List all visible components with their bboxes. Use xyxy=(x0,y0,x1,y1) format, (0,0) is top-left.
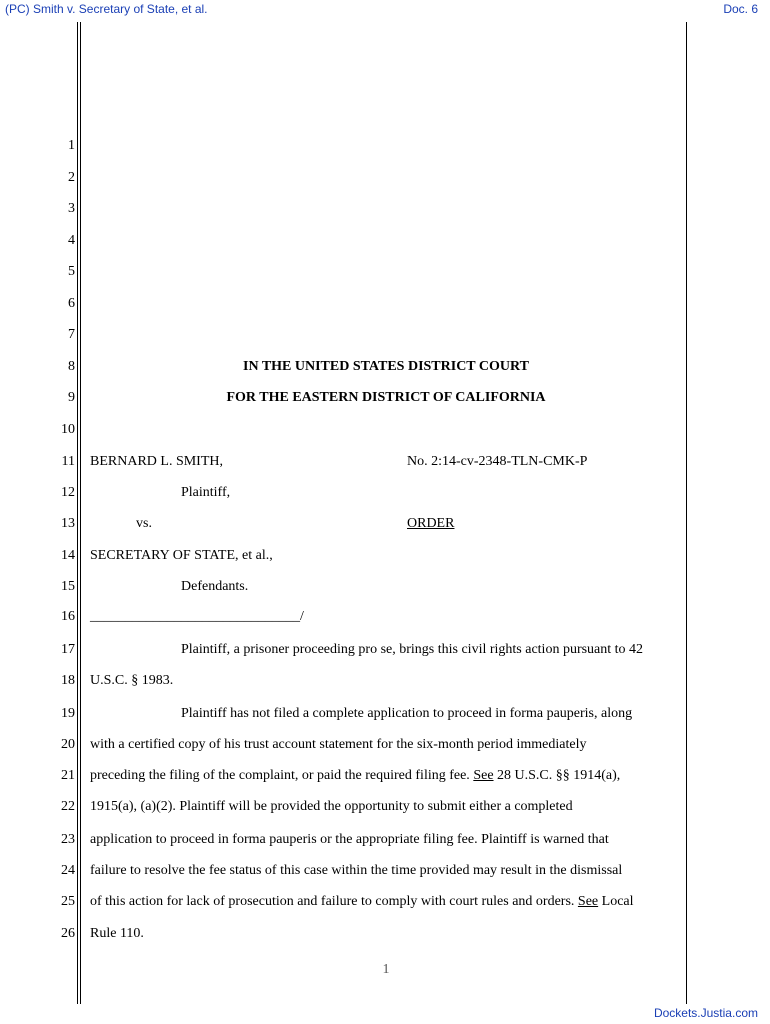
line-number: 26 xyxy=(61,926,75,941)
court-name-line1: IN THE UNITED STATES DISTRICT COURT xyxy=(243,359,529,374)
page-number: 1 xyxy=(382,962,390,977)
line-number: 17 xyxy=(61,642,75,657)
line-number: 16 xyxy=(61,609,75,624)
defendant-role: Defendants. xyxy=(181,579,249,594)
line-number: 1 xyxy=(68,138,75,153)
body-line-24: failure to resolve the fee status of this case within the time provided may result in the dismissal xyxy=(90,863,623,878)
see-citation: See xyxy=(473,768,494,783)
line-number: 24 xyxy=(61,863,75,878)
line-number: 23 xyxy=(61,832,75,847)
line-number: 5 xyxy=(68,264,75,279)
line-number: 9 xyxy=(68,390,75,405)
right-margin-rule xyxy=(686,22,687,1004)
line-number: 10 xyxy=(61,422,75,437)
body-line-22: 1915(a), (a)(2). Plaintiff will be provided the opportunity to submit either a completed xyxy=(90,799,573,814)
line-number: 18 xyxy=(61,673,75,688)
line-number: 6 xyxy=(68,296,75,311)
body-line-23: application to proceed in forma pauperis or the appropriate filing fee. Plaintiff is warned that xyxy=(90,832,609,847)
court-name-line2: FOR THE EASTERN DISTRICT OF CALIFORNIA xyxy=(226,390,546,405)
line-number: 22 xyxy=(61,799,75,814)
body-line-25 xyxy=(90,894,634,910)
line-number: 15 xyxy=(61,579,75,594)
line-number: 8 xyxy=(68,359,75,374)
body-line-17: Plaintiff, a prisoner proceeding pro se, brings this civil rights action pursuant to 42 xyxy=(181,642,644,657)
order-title: ORDER xyxy=(407,516,455,531)
body-line-21-text-b: 28 U.S.C. §§ 1914(a), xyxy=(493,768,621,783)
left-margin-rule-outer xyxy=(77,22,78,1004)
body-line-25-text-a: of this action for lack of prosecution and failure to comply with court rules and orders. xyxy=(90,894,578,909)
line-number: 7 xyxy=(68,327,75,342)
line-number: 11 xyxy=(61,454,75,469)
line-number: 14 xyxy=(61,548,75,563)
body-line-20: with a certified copy of his trust account statement for the six-month period immediately xyxy=(90,737,587,752)
justia-footer-link[interactable]: Dockets.Justia.com xyxy=(653,1006,758,1020)
plaintiff-name: BERNARD L. SMITH, xyxy=(90,454,224,469)
line-number: 3 xyxy=(68,201,75,216)
line-number: 2 xyxy=(68,170,75,185)
see-citation-local: See xyxy=(577,894,599,909)
line-number: 12 xyxy=(61,485,75,500)
body-line-18: U.S.C. § 1983. xyxy=(90,673,174,688)
line-number: 13 xyxy=(61,516,75,531)
case-title-link[interactable]: (PC) Smith v. Secretary of State, et al. xyxy=(5,2,208,16)
body-line-21-text-a: preceding the filing of the complaint, or paid the required filing fee. xyxy=(90,768,474,783)
versus-label: vs. xyxy=(136,516,152,531)
left-margin-rule-inner xyxy=(80,22,81,1004)
line-number: 4 xyxy=(68,233,75,248)
plaintiff-role: Plaintiff, xyxy=(181,485,231,500)
defendant-name: SECRETARY OF STATE, et al., xyxy=(90,548,273,563)
case-number: No. 2:14-cv-2348-TLN-CMK-P xyxy=(407,454,588,469)
line-number: 20 xyxy=(61,737,75,752)
line-number: 25 xyxy=(61,894,75,909)
body-line-21 xyxy=(90,768,620,784)
body-line-19: Plaintiff has not filed a complete application to proceed in forma pauperis, along xyxy=(181,706,633,721)
doc-number-link[interactable]: Doc. 6 xyxy=(723,2,758,16)
body-line-25-text-b: Local xyxy=(598,894,634,909)
body-line-26: Rule 110. xyxy=(90,926,144,941)
line-number: 21 xyxy=(61,768,75,783)
line-number: 19 xyxy=(61,706,75,721)
caption-separator: ______________________________/ xyxy=(90,609,304,624)
